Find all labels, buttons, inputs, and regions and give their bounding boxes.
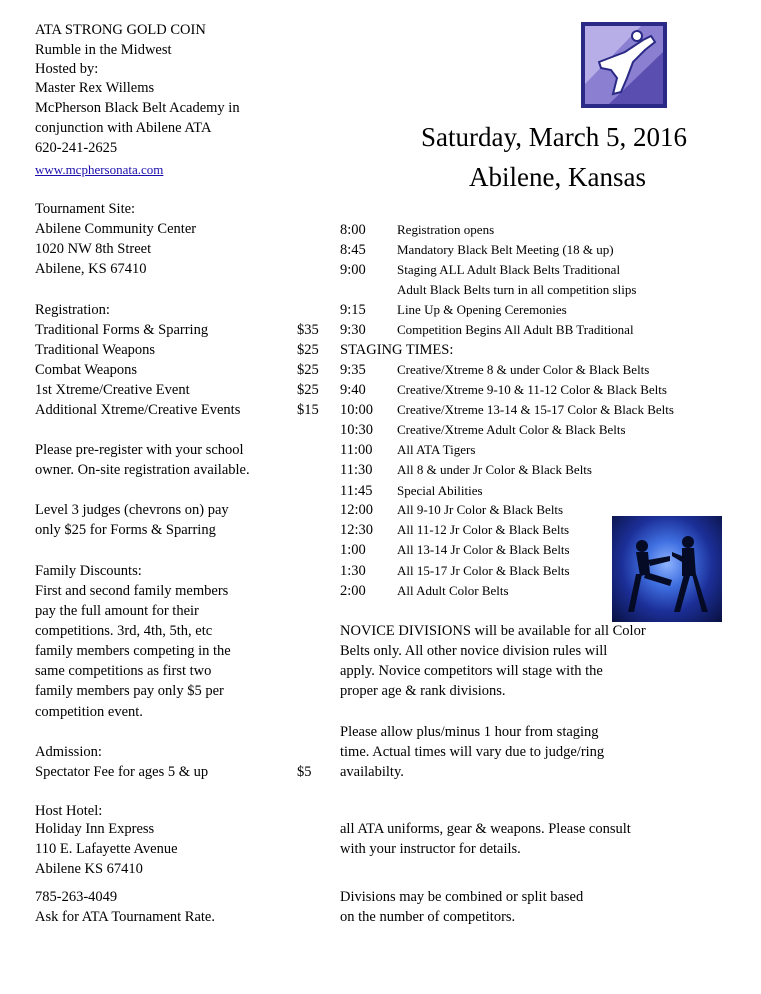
schedule-time: 8:00 [340,222,366,238]
novice-line: apply. Novice competitors will stage with the [340,663,603,679]
schedule-desc: Competition Begins All Adult BB Traditional [397,322,634,337]
admission-label: Spectator Fee for ages 5 & up [35,764,209,780]
host-academy: McPherson Black Belt Academy in [35,100,240,116]
allow-line: time. Actual times will vary due to judge/ring [340,744,605,760]
hotel-line: Abilene KS 67410 [35,861,143,877]
website-link[interactable]: www.mcphersonata.com [35,162,164,177]
host-name: Master Rex Willems [35,80,155,96]
registration-item-label: Combat Weapons [35,362,138,378]
hotel-line: Holiday Inn Express [35,821,155,837]
staging-time: 2:00 [340,583,366,599]
staging-desc: Special Abilities [397,483,483,498]
novice-line: Belts only. All other novice division rules will [340,643,608,659]
judges-line: only $25 for Forms & Sparring [35,522,216,538]
admission-price: $5 [297,764,312,780]
novice-line: proper age & rank divisions. [340,683,506,699]
family-line: family members competing in the [35,643,231,659]
staging-time: 12:30 [340,522,374,538]
staging-desc: All 11-12 Jr Color & Black Belts [397,522,570,537]
staging-desc: All 15-17 Jr Color & Black Belts [397,563,570,578]
host-academy-cont: conjunction with Abilene ATA [35,120,212,136]
tournament-name: ATA STRONG GOLD COIN [35,22,206,38]
divisions-line: Divisions may be combined or split based [340,889,584,905]
schedule-time: 8:45 [340,242,366,258]
staging-desc: All ATA Tigers [397,442,476,457]
staging-heading: STAGING TIMES: [340,342,454,358]
sparring-photo [612,516,722,622]
family-line: family members pay only $5 per [35,683,224,699]
site-line: 1020 NW 8th Street [35,241,152,257]
novice-line: NOVICE DIVISIONS will be available for all Color [340,623,646,639]
staging-time: 9:35 [340,362,366,378]
schedule-time: 9:30 [340,322,366,338]
registration-item-price: $15 [297,402,319,418]
karate-logo [581,22,667,108]
registration-item-price: $25 [297,382,319,398]
registration-item-price: $25 [297,362,319,378]
registration-heading: Registration: [35,302,110,318]
hotel-heading: Host Hotel: [35,803,103,819]
allow-line: Please allow plus/minus 1 hour from staging [340,724,599,740]
preregister-line: Please pre-register with your school [35,442,244,458]
family-line: competitions. 3rd, 4th, 5th, etc [35,623,213,639]
staging-desc: Creative/Xtreme 13-14 & 15-17 Color & Black Belts [397,402,674,417]
preregister-line: owner. On-site registration available. [35,462,250,478]
family-line: same competitions as first two [35,663,212,679]
staging-time: 1:30 [340,563,366,579]
registration-item-price: $35 [297,322,319,338]
staging-time: 9:40 [340,382,366,398]
registration-item-label: Traditional Weapons [35,342,156,358]
schedule-desc: Mandatory Black Belt Meeting (18 & up) [397,242,614,257]
schedule-time: 9:15 [340,302,366,318]
site-line: Abilene Community Center [35,221,197,237]
event-location: Abilene, Kansas [469,162,646,192]
schedule-desc: Adult Black Belts turn in all competition slips [397,282,637,297]
uniforms-line: all ATA uniforms, gear & weapons. Please consult [340,821,631,837]
allow-line: availabilty. [340,764,404,780]
hotel-note: Ask for ATA Tournament Rate. [35,909,215,925]
registration-item-price: $25 [297,342,319,358]
staging-desc: All 13-14 Jr Color & Black Belts [397,542,570,557]
staging-desc: Creative/Xtreme Adult Color & Black Belts [397,422,626,437]
registration-item-label: Traditional Forms & Sparring [35,322,209,338]
event-date: Saturday, March 5, 2016 [421,122,687,152]
staging-desc: All 8 & under Jr Color & Black Belts [397,462,592,477]
uniforms-line: with your instructor for details. [340,841,521,857]
family-heading: Family Discounts: [35,563,142,579]
site-heading: Tournament Site: [35,201,136,217]
hosted-by-label: Hosted by: [35,61,99,77]
staging-time: 11:45 [340,483,373,499]
staging-time: 11:30 [340,462,373,478]
staging-time: 11:00 [340,442,373,458]
schedule-desc: Line Up & Opening Ceremonies [397,302,567,317]
staging-time: 10:30 [340,422,374,438]
staging-desc: All Adult Color Belts [397,583,509,598]
staging-desc: Creative/Xtreme 9-10 & 11-12 Color & Black Belts [397,382,667,397]
hotel-phone: 785-263-4049 [35,889,118,905]
staging-desc: All 9-10 Jr Color & Black Belts [397,502,564,517]
host-phone: 620-241-2625 [35,140,118,156]
judges-line: Level 3 judges (chevrons on) pay [35,502,229,518]
tournament-subtitle: Rumble in the Midwest [35,42,172,58]
admission-heading: Admission: [35,744,102,760]
staging-desc: Creative/Xtreme 8 & under Color & Black Belts [397,362,650,377]
site-line: Abilene, KS 67410 [35,261,147,277]
divisions-line: on the number of competitors. [340,909,516,925]
family-line: First and second family members [35,583,229,599]
staging-time: 12:00 [340,502,374,518]
schedule-desc: Staging ALL Adult Black Belts Traditional [397,262,621,277]
family-line: competition event. [35,704,143,720]
family-line: pay the full amount for their [35,603,199,619]
schedule-desc: Registration opens [397,222,495,237]
sparring-silhouette-icon [612,516,722,622]
schedule-time: 9:00 [340,262,366,278]
hotel-line: 110 E. Lafayette Avenue [35,841,178,857]
registration-item-label: Additional Xtreme/Creative Events [35,402,241,418]
registration-item-label: 1st Xtreme/Creative Event [35,382,190,398]
staging-time: 1:00 [340,542,366,558]
karate-kick-icon [581,22,667,108]
staging-time: 10:00 [340,402,374,418]
